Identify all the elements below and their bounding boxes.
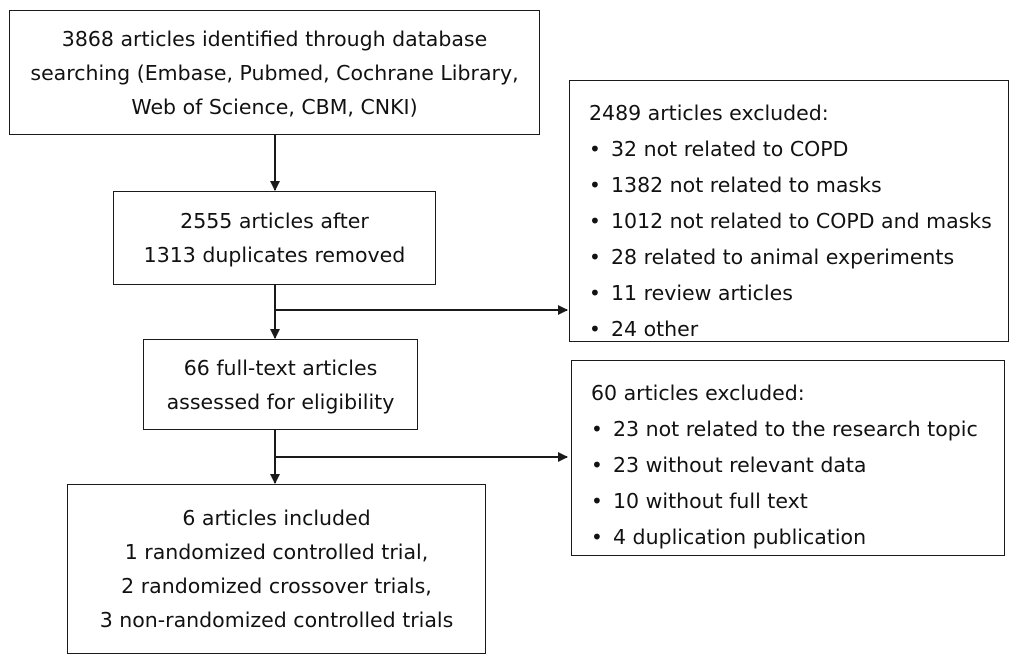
identified-line-2: searching (Embase, Pubmed, Cochrane Library, bbox=[30, 60, 519, 85]
included-line-2: 1 randomized controlled trial, bbox=[124, 540, 429, 564]
bullet-icon: • bbox=[589, 137, 601, 161]
first-exclusion-item: 1382 not related to masks bbox=[611, 173, 882, 197]
second-exclusion-item: 23 without relevant data bbox=[613, 453, 867, 477]
identified-line-3: Web of Science, CBM, CNKI) bbox=[131, 94, 418, 119]
list-item bbox=[591, 519, 1004, 555]
identified-box bbox=[9, 10, 540, 135]
included-line-3: 2 randomized crossover trials, bbox=[121, 574, 432, 598]
first-exclusion-item: 11 review articles bbox=[611, 281, 793, 305]
full-text-line-1: 66 full-text articles bbox=[183, 355, 378, 380]
list-item bbox=[589, 203, 1008, 239]
second-exclusion-title: 60 articles excluded: bbox=[591, 381, 805, 405]
second-exclusion-item: 4 duplication publication bbox=[613, 525, 867, 549]
list-item bbox=[589, 239, 1008, 275]
bullet-icon: • bbox=[589, 281, 601, 305]
first-exclusion-box bbox=[569, 80, 1009, 342]
list-item bbox=[591, 447, 1004, 483]
bullet-icon: • bbox=[591, 417, 603, 441]
second-exclusion-item: 23 not related to the research topic bbox=[613, 417, 978, 441]
list-item bbox=[591, 483, 1004, 519]
full-text-box bbox=[143, 339, 418, 430]
list-item bbox=[589, 167, 1008, 203]
after-duplicates-line-2: 1313 duplicates removed bbox=[143, 243, 406, 267]
included-box bbox=[67, 484, 486, 654]
identified-line-1: 3868 articles identified through database bbox=[61, 26, 488, 51]
after-duplicates-box bbox=[113, 191, 436, 285]
after-duplicates-line-1: 2555 articles after bbox=[180, 209, 369, 233]
list-item bbox=[589, 311, 1008, 347]
bullet-icon: • bbox=[589, 317, 601, 341]
bullet-icon: • bbox=[589, 245, 601, 269]
bullet-icon: • bbox=[591, 453, 603, 477]
bullet-icon: • bbox=[589, 173, 601, 197]
included-line-4: 3 non-randomized controlled trials bbox=[99, 608, 454, 632]
first-exclusion-item: 1012 not related to COPD and masks bbox=[611, 209, 992, 233]
first-exclusion-title: 2489 articles excluded: bbox=[589, 101, 829, 125]
second-exclusion-box bbox=[571, 360, 1005, 556]
list-item bbox=[589, 131, 1008, 167]
bullet-icon: • bbox=[591, 525, 603, 549]
second-exclusion-item: 10 without full text bbox=[613, 489, 808, 513]
bullet-icon: • bbox=[589, 209, 601, 233]
list-item bbox=[591, 411, 1004, 447]
first-exclusion-item: 24 other bbox=[611, 317, 699, 341]
list-item bbox=[589, 275, 1008, 311]
first-exclusion-item: 28 related to animal experiments bbox=[611, 245, 955, 269]
first-exclusion-item: 32 not related to COPD bbox=[611, 137, 849, 161]
full-text-line-2: assessed for eligibility bbox=[166, 389, 395, 414]
included-line-1: 6 articles included bbox=[182, 506, 371, 530]
bullet-icon: • bbox=[591, 489, 603, 513]
